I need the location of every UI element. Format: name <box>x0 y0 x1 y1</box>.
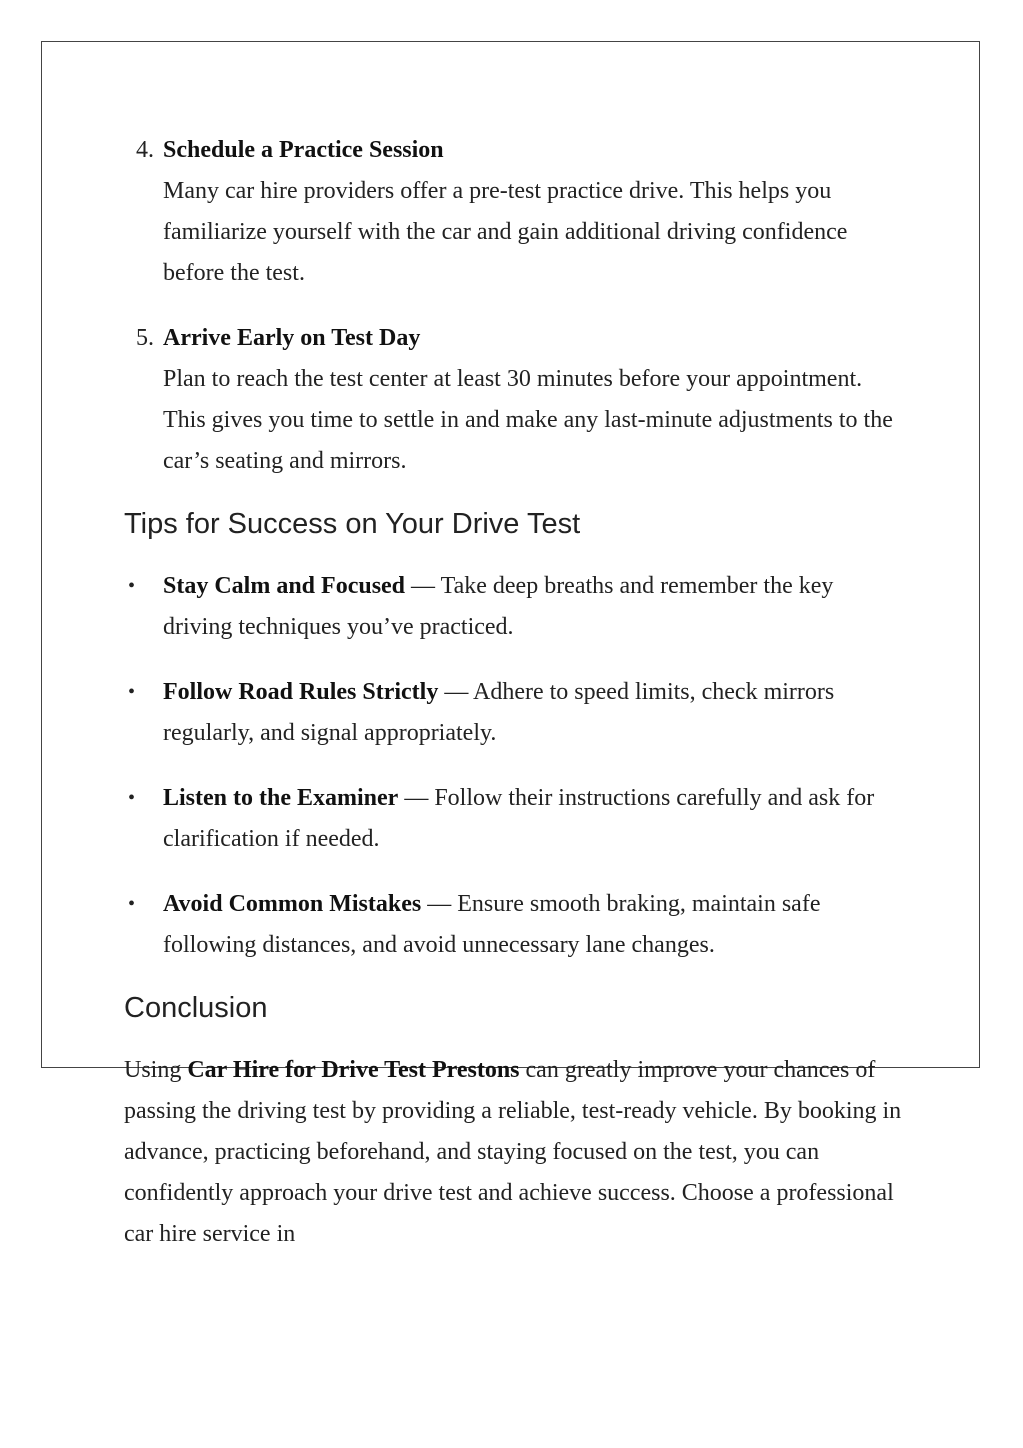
bullet-icon: • <box>128 681 136 703</box>
tip-title: Listen to the Examiner <box>163 785 399 811</box>
step-body: Many car hire providers offer a pre-test practice drive. This helps you familiarize yourself with the car and gain additional driving confidence before the test. <box>163 178 848 286</box>
numbered-steps-list <box>124 130 904 482</box>
conclusion-highlight: Car Hire for Drive Test Prestons <box>187 1057 520 1083</box>
tip-body: — Adhere to speed limits, check mirrors regularly, and signal appropriately. <box>163 679 835 746</box>
tip-body: — Take deep breaths and remember the key driving techniques you’ve practiced. <box>163 573 834 640</box>
conclusion-text: can greatly improve your chances of passing the driving test by providing a reliable, test-ready vehicle. By booking in advance, practicing beforehand, and staying focused on the test, you can confidently approach your drive test and achieve success. Choose a professional car hire service in <box>124 1057 902 1247</box>
bullet-icon: • <box>128 575 136 597</box>
list-number: 5. <box>136 325 154 351</box>
document-content <box>124 130 904 1255</box>
list-item-tip <box>124 672 904 754</box>
list-item-tip <box>124 566 904 648</box>
list-item-step-5 <box>124 318 904 482</box>
step-title: Schedule a Practice Session <box>163 137 444 163</box>
list-number: 4. <box>136 137 154 163</box>
list-item-tip <box>124 884 904 966</box>
tip-title: Avoid Common Mistakes <box>163 891 422 917</box>
tip-body: — Ensure smooth braking, maintain safe following distances, and avoid unnecessary lane changes. <box>163 891 821 958</box>
tip-body: — Follow their instructions carefully and ask for clarification if needed. <box>163 785 875 852</box>
section-heading-conclusion: Conclusion <box>124 992 268 1024</box>
section-heading-tips: Tips for Success on Your Drive Test <box>124 508 581 540</box>
bullet-icon: • <box>128 787 136 809</box>
tip-title: Follow Road Rules Strictly <box>163 679 439 705</box>
list-item-step-4 <box>124 130 904 294</box>
conclusion-lead: Using <box>124 1057 188 1083</box>
tip-title: Stay Calm and Focused <box>163 573 406 599</box>
bullet-icon: • <box>128 893 136 915</box>
tips-bullet-list <box>124 566 904 966</box>
list-item-tip <box>124 778 904 860</box>
step-title: Arrive Early on Test Day <box>163 325 421 351</box>
conclusion-paragraph <box>124 1050 904 1255</box>
step-body: Plan to reach the test center at least 30 minutes before your appointment. This gives you time to settle in and make any last-minute adjustments to the car’s seating and mirrors. <box>163 366 893 474</box>
